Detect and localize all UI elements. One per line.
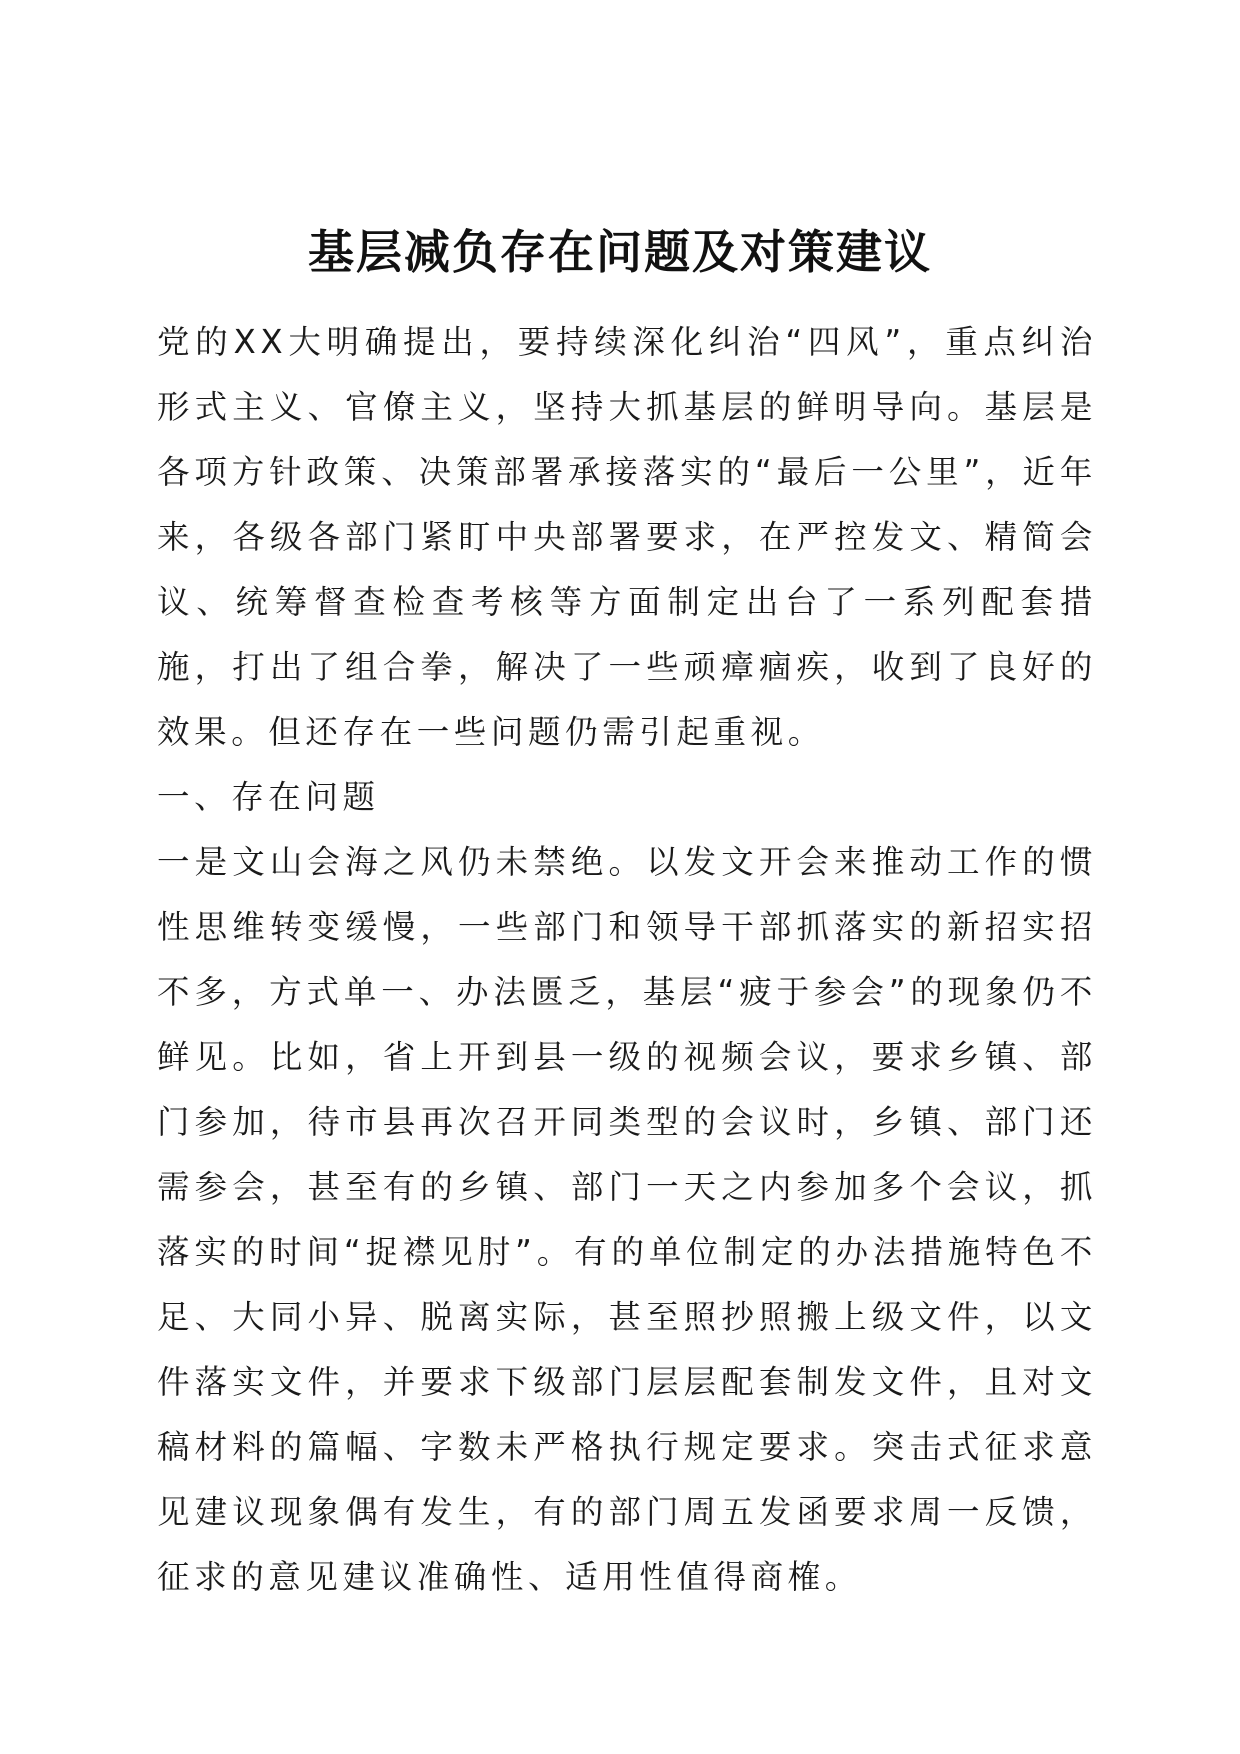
document-body bbox=[157, 310, 1097, 1610]
document-title: 基层减负存在问题及对策建议 bbox=[308, 225, 932, 279]
section-heading: 一、存在问题 bbox=[157, 778, 380, 816]
intro-paragraph: 党的XX大明确提出，要持续深化纠治“四风”，重点纠治形式主义、官僚主义，坚持大抓基层的鲜明导向。基层是各项方针政策、决策部署承接落实的“最后一公里”，近年来，各级各部门紧盯中央部署要求，在严控发文、精简会议、统筹督查检查考核等方面制定出台了一系列配套措施，打出了组合拳，解决了一些顽瘴痼疾，收到了良好的效果。但还存在一些问题仍需引起重视。 bbox=[157, 323, 1097, 751]
section-paragraph: 一是文山会海之风仍未禁绝。以发文开会来推动工作的惯性思维转变缓慢，一些部门和领导干部抓落实的新招实招不多，方式单一、办法匮乏，基层“疲于参会”的现象仍不鲜见。比如，省上开到县一级的视频会议，要求乡镇、部门参加，待市县再次召开同类型的会议时，乡镇、部门还需参会，甚至有的乡镇、部门一天之内参加多个会议，抓落实的时间“捉襟见肘”。有的单位制定的办法措施特色不足、大同小异、脱离实际，甚至照抄照搬上级文件，以文件落实文件，并要求下级部门层层配套制发文件，且对文稿材料的篇幅、字数未严格执行规定要求。突击式征求意见建议现象偶有发生，有的部门周五发函要求周一反馈，征求的意见建议准确性、适用性值得商榷。 bbox=[157, 843, 1097, 1596]
